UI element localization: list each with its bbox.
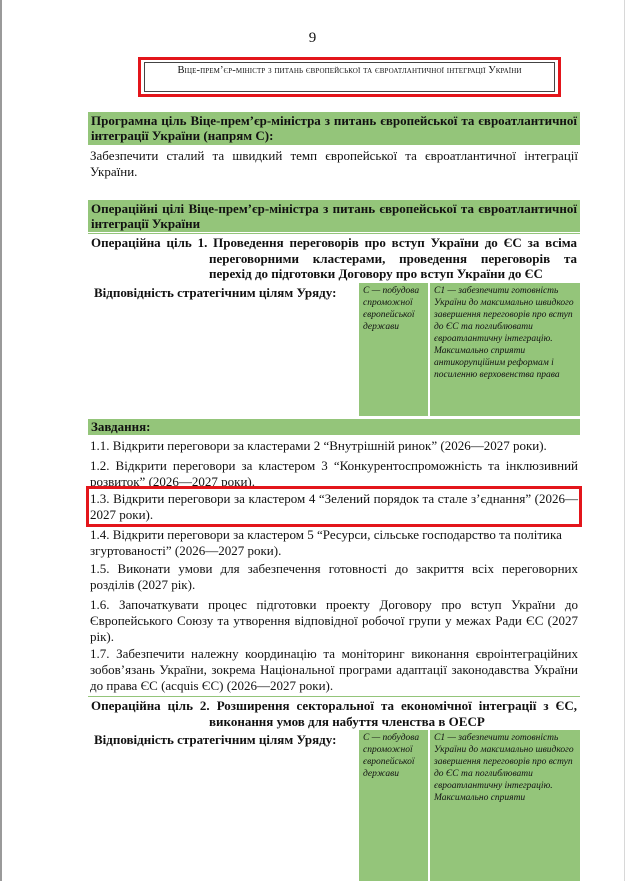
page-left-edge: [0, 0, 2, 881]
program-goal-heading: Програмна ціль Віце-прем’єр-міністра з питань європейської та євроатлантичної інтеграції України (напрям С):: [88, 112, 580, 145]
task-item: 1.1. Відкрити переговори за кластерами 2 “Внутрішній ринок” (2026—2027 роки).: [90, 438, 547, 453]
alignment-2-c-cell: С — побудова спроможної європейської держави: [359, 730, 428, 881]
task-item: 1.6. Започаткувати процес підготовки проекту Договору про вступ України до Європейського Союзу та утворення відповідної робочої групи у межах Ради ЄС (2027 рік).: [90, 597, 578, 644]
operational-goal-1-prefix: Операційна ціль 1.: [91, 235, 208, 250]
task-item: 1.4. Відкрити переговори за кластером 5 “Ресурси, сільське господарство та політика згуртованості” (2026—2027 роки).: [90, 527, 562, 558]
header-title: Віце-прем’єр-міністр з питань європейської та євроатлантичної інтеграції України: [144, 62, 555, 92]
program-goal-text: Забезпечити сталий та швидкий темп європейської та євроатлантичної інтеграції України.: [90, 148, 578, 179]
operational-goal-1-text: Проведення переговорів про вступ України до ЄС за всіма переговорними кластерами, проведення переговорів та перехід до підготовки Договору про вступ України до ЄС: [209, 235, 577, 281]
alignment-label-2: Відповідність стратегічним цілям Уряду:: [94, 732, 337, 747]
operational-goal-2-prefix: Операційна ціль 2.: [91, 698, 210, 713]
operational-goal-1: [88, 233, 580, 281]
task-item: 1.3. Відкрити переговори за кластером 4 “Зелений порядок та стале з’єднання” (2026—2027 роки).: [90, 491, 578, 522]
task-item: 1.5. Виконати умови для забезпечення готовності до закриття всіх переговорних розділів (2027 рік).: [90, 561, 578, 592]
page-number: 9: [308, 30, 317, 46]
operational-goal-2: [88, 696, 580, 730]
alignment-row-1: [88, 283, 580, 416]
alignment-row-2: [88, 730, 580, 881]
operational-goals-heading: Операційні цілі Віце-прем’єр-міністра з питань європейської та євроатлантичної інтеграції України: [88, 200, 580, 232]
operational-goal-2-text: Розширення секторальної та економічної інтеграції з ЄС, виконання умов для набуття членства в ОЕСР: [209, 698, 578, 729]
alignment-1-c-cell: С — побудова спроможної європейської держави: [359, 283, 428, 416]
alignment-1-c1-cell: С1 — забезпечити готовність України до максимально швидкого завершення переговорів про вступ до ЄС та поглиблювати євроатлантичну інтеграцію. Максимально сприяти антикорупційним реформам і посиленню верховенства права: [430, 283, 580, 416]
header-title-highlight: [138, 57, 561, 97]
task-1-3-highlight: [86, 486, 582, 527]
tasks-heading: Завдання:: [88, 419, 580, 435]
alignment-label-1: Відповідність стратегічним цілям Уряду:: [94, 285, 337, 300]
task-item: 1.7. Забезпечити належну координацію та моніторинг виконання євроінтеграційних зобов’язань України, зокрема Національної програми адаптації законодавства України до права ЄС (acquis ЄС) (2026—2027 роки).: [90, 646, 578, 693]
alignment-2-c1-cell: С1 — забезпечити готовність України до максимально швидкого завершення переговорів про вступ до ЄС та поглиблювати євроатлантичну інтеграцію. Максимально сприяти: [430, 730, 580, 881]
task-item: 1.2. Відкрити переговори за кластером 3 “Конкурентоспроможність та інклюзивний розвиток” (2026—2027 роки).: [90, 458, 578, 489]
